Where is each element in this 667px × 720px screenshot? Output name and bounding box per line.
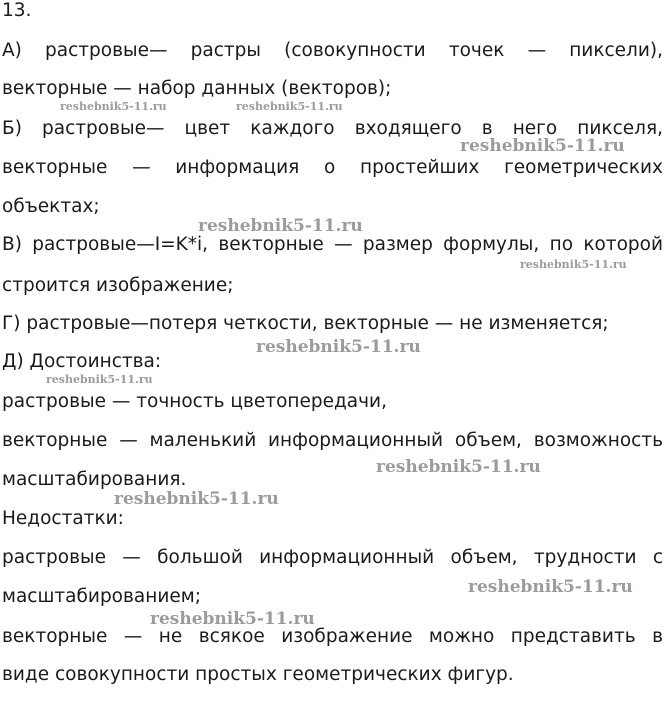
watermark: reshebnik5-11.ru — [150, 609, 315, 629]
watermark: reshebnik5-11.ru — [198, 216, 363, 236]
answer-line: объектах; — [2, 196, 100, 217]
task-number: 13. — [2, 0, 32, 21]
answer-line: масштабированием; — [2, 586, 201, 607]
answer-line: растровые — точность цветопередачи, — [2, 391, 387, 412]
watermark: reshebnik5-11.ru — [256, 337, 421, 357]
watermark: reshebnik5-11.ru — [60, 100, 167, 113]
watermark: reshebnik5-11.ru — [376, 457, 541, 477]
answer-line: векторные — информация о простейших геометрических — [2, 157, 663, 178]
answer-line: Г) растровые—потеря четкости, векторные — не изменяется; — [2, 313, 609, 334]
answer-line: Недостатки: — [2, 508, 124, 529]
answer-line: виде совокупности простых геометрических фигур. — [2, 664, 514, 685]
watermark: reshebnik5-11.ru — [236, 100, 343, 113]
answer-line: В) растровые—I=K*i, векторные — размер формулы, по которой — [2, 234, 663, 255]
answer-line: векторные — набор данных (векторов); — [2, 78, 392, 99]
watermark: reshebnik5-11.ru — [460, 136, 625, 156]
answer-line: Д) Достоинства: — [2, 351, 162, 372]
answer-line: строится изображение; — [2, 275, 234, 296]
answer-line: А) растровые— растры (совокупности точек — пиксели), — [2, 40, 663, 61]
answer-line: векторные — маленький информационный объем, возможность — [2, 430, 663, 451]
answer-line: масштабирования. — [2, 469, 187, 490]
answer-line: растровые — большой информационный объем, трудности с — [2, 547, 663, 568]
watermark: reshebnik5-11.ru — [114, 489, 279, 509]
watermark: reshebnik5-11.ru — [46, 373, 153, 386]
answer-line: Б) растровые— цвет каждого входящего в него пикселя, — [2, 118, 663, 139]
watermark: reshebnik5-11.ru — [468, 577, 633, 597]
answer-line: векторные — не всякое изображение можно представить в — [2, 626, 663, 647]
watermark: reshebnik5-11.ru — [520, 258, 627, 271]
